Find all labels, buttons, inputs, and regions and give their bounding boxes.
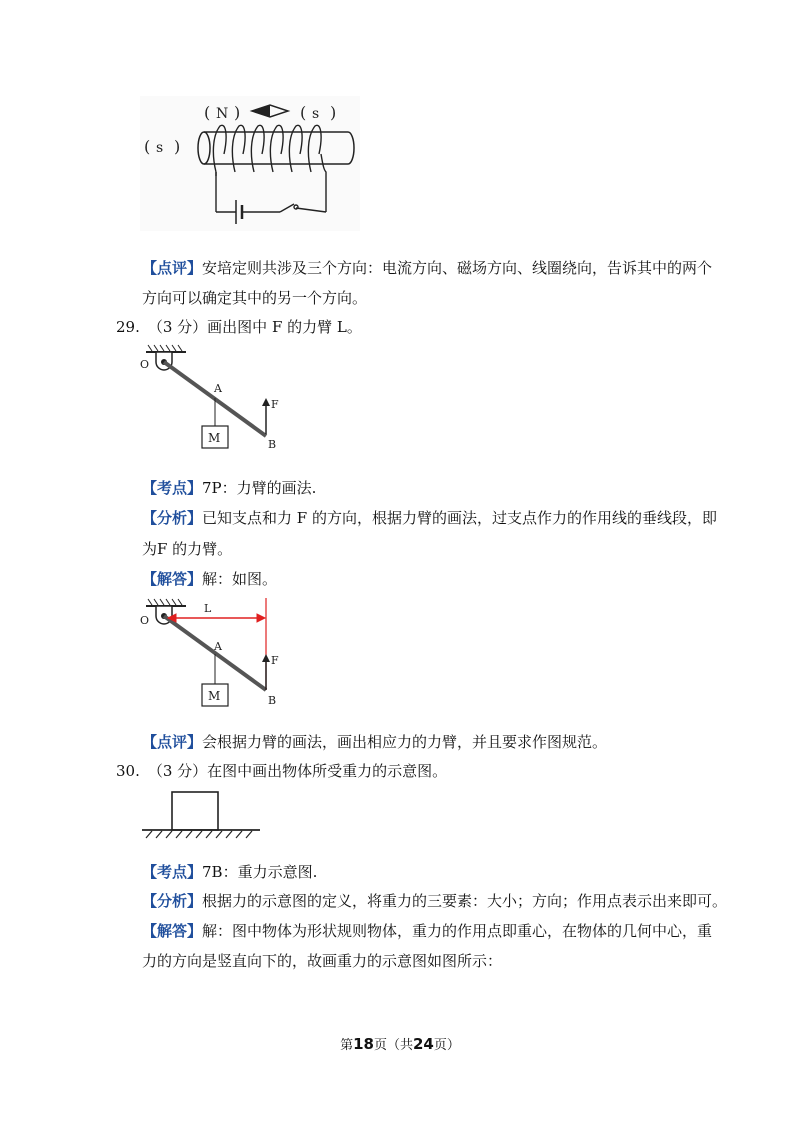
page-footer: [0, 1034, 800, 1053]
jieda-tag: 【解答】: [142, 570, 203, 588]
svg-text:): ): [174, 137, 181, 156]
q29-dianping: [142, 732, 607, 752]
review-1-line1: [142, 258, 712, 278]
q29-fenxi-line2: 为F 的力臂。: [142, 540, 233, 558]
page-number: 18: [353, 1035, 374, 1053]
lever-figure: [138, 342, 288, 454]
question-number: 29.: [116, 318, 140, 336]
compass-needle-icon: [252, 105, 288, 117]
fenxi-tag: 【分析】: [142, 509, 203, 527]
review-tag: 【点评】: [142, 259, 203, 277]
review-1-line2: 方向可以确定其中的另一个方向。: [142, 289, 368, 307]
q30-kaodian: [142, 862, 317, 882]
kaodian-text: 7P：力臂的画法.: [202, 479, 317, 497]
review-text: 安培定则共涉及三个方向：电流方向、磁场方向、线圈绕向，告诉其中的两个: [202, 259, 713, 277]
block-on-ground-figure: [140, 790, 264, 840]
svg-text:(: (: [300, 103, 307, 122]
dianping-tag: 【点评】: [142, 733, 203, 751]
footer-suffix: 页）: [433, 1038, 460, 1053]
fenxi-tag: 【分析】: [142, 892, 203, 910]
question-30: [116, 761, 447, 781]
label-a: A: [214, 382, 222, 395]
switch-icon: [280, 204, 298, 212]
svg-text:): ): [330, 103, 337, 122]
lever-answer-figure: [138, 596, 288, 708]
q29-fenxi-line1: [142, 508, 717, 528]
jieda-text: 解：如图。: [202, 570, 278, 588]
question-text: （3 分）在图中画出物体所受重力的示意图。: [147, 762, 448, 780]
pole-n-label: N: [216, 106, 229, 122]
question-text: （3 分）画出图中 F 的力臂 L。: [147, 318, 362, 336]
force-arrow-icon: [262, 654, 270, 690]
ground-hatch: [142, 830, 260, 838]
page-total: 24: [413, 1035, 434, 1053]
jieda-tag: 【解答】: [142, 922, 203, 940]
label-f: F: [271, 654, 279, 667]
svg-text:): ): [234, 103, 241, 122]
label-o: O: [140, 358, 150, 371]
label-m: M: [208, 431, 221, 445]
lever-arm-l: [168, 614, 265, 622]
q29-jieda: [142, 569, 277, 589]
dianping-text: 会根据力臂的画法，画出相应力的力臂，并且要求作图规范。: [202, 733, 608, 751]
q30-jieda-line2: 力的方向是竖直向下的，故画重力的示意图如图所示：: [142, 952, 503, 970]
footer-prefix: 第: [340, 1038, 354, 1053]
kaodian-text: 7B：重力示意图.: [202, 863, 318, 881]
label-o: O: [140, 614, 150, 627]
label-m: M: [208, 689, 221, 703]
battery-icon: [236, 200, 242, 224]
label-l: L: [204, 602, 212, 615]
fenxi-text: 根据力的示意图的定义，将重力的三要素：大小；方向；作用点表示出来即可。: [202, 892, 728, 910]
fenxi-text: 已知支点和力 F 的方向，根据力臂的画法，过支点作力的作用线的垂线段，即: [202, 509, 717, 527]
label-a: A: [214, 640, 222, 653]
solenoid-coil: [213, 125, 326, 212]
q29-kaodian: [142, 478, 316, 498]
svg-text:(: (: [144, 137, 151, 156]
circuit-wire: [216, 208, 326, 212]
ceiling-hatch: [146, 345, 186, 352]
force-arrow-icon: [262, 398, 270, 434]
pole-s-left-label: s: [156, 140, 164, 156]
jieda-text: 解：图中物体为形状规则物体，重力的作用点即重心，在物体的几何中心，重: [202, 922, 713, 940]
label-f: F: [271, 398, 279, 411]
kaodian-tag: 【考点】: [142, 863, 203, 881]
ceiling-hatch: [146, 599, 186, 606]
label-b: B: [268, 694, 277, 707]
block: [172, 792, 218, 830]
footer-mid: 页（共: [373, 1038, 413, 1053]
label-b: B: [268, 438, 277, 451]
pole-s-top-label: s: [312, 106, 320, 122]
question-number: 30.: [116, 762, 140, 780]
question-29: [116, 317, 362, 337]
solenoid-figure: [140, 96, 360, 231]
svg-text:(: (: [204, 103, 211, 122]
q30-fenxi: [142, 891, 727, 911]
solenoid-core: [198, 132, 354, 164]
kaodian-tag: 【考点】: [142, 479, 203, 497]
q30-jieda-line1: [142, 921, 712, 941]
